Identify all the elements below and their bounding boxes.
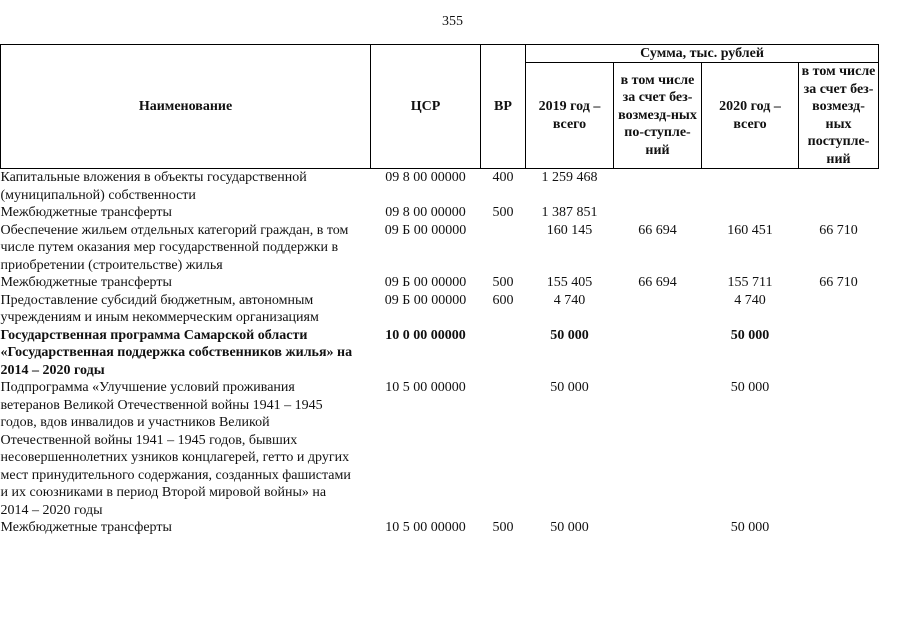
row-2019-grants bbox=[614, 327, 702, 380]
row-name: Государственная программа Самарской области «Государственная поддержка собственников жилья» на 2014 – 2020 годы bbox=[0, 327, 353, 378]
row-2019-total: 160 145 bbox=[546, 222, 593, 238]
row-2019-total: 4 740 bbox=[553, 292, 586, 308]
row-2020-grants: 66 710 bbox=[819, 275, 858, 290]
table-header bbox=[1, 45, 879, 169]
header-name: Наименование bbox=[1, 45, 371, 169]
row-name: Подпрограмма «Улучшение условий проживания ветеранов Великой Отечественной войны 1941 – 1945 годов, вдов инвалидов и участников Великой Отечественной войны 1941 – 1945 годов, бывших несовершеннолетних узников концлагерей, гетто и других мест принудительного содержания, созданных фашистами и их союзниками в период Второй мировой войны» на 2014 – 2020 годы bbox=[0, 380, 351, 518]
table-row bbox=[1, 222, 879, 275]
row-2020-total bbox=[702, 204, 799, 222]
row-2020-total: 50 000 bbox=[730, 520, 770, 535]
row-name: Межбюджетные трансферты bbox=[0, 520, 172, 535]
row-vr: 600 bbox=[492, 292, 514, 308]
header-2020-total: 2020 год – всего bbox=[702, 63, 799, 169]
row-2020-grants bbox=[799, 204, 879, 222]
header-2019-grants: в том числе за счет без-возмезд-ных по-ступле-ний bbox=[614, 63, 702, 169]
table-row bbox=[1, 519, 879, 537]
row-2020-grants bbox=[799, 169, 879, 205]
row-csr: 10 5 00 00000 bbox=[385, 380, 466, 395]
row-csr: 10 5 00 00000 bbox=[385, 520, 466, 535]
row-2019-total: 1 259 468 bbox=[541, 170, 598, 185]
row-vr: 400 bbox=[492, 170, 514, 185]
row-vr: 500 bbox=[492, 275, 514, 290]
row-csr: 09 8 00 00000 bbox=[385, 205, 466, 220]
row-vr: 500 bbox=[492, 520, 514, 535]
row-2019-total: 50 000 bbox=[550, 327, 589, 343]
row-csr: 10 0 00 00000 bbox=[385, 327, 466, 343]
row-2019-grants bbox=[614, 292, 702, 327]
row-2019-grants bbox=[614, 204, 702, 222]
table-row bbox=[1, 292, 879, 327]
row-vr bbox=[481, 327, 526, 380]
table-row bbox=[1, 379, 879, 519]
row-name: Межбюджетные трансферты bbox=[0, 205, 172, 220]
header-csr: ЦСР bbox=[371, 45, 481, 169]
row-2019-grants bbox=[614, 379, 702, 519]
row-2020-total: 50 000 bbox=[730, 327, 770, 343]
row-2019-total: 155 405 bbox=[546, 275, 593, 290]
table-body bbox=[1, 169, 879, 537]
table-row bbox=[1, 274, 879, 292]
header-sum: Сумма, тыс. рублей bbox=[526, 45, 879, 63]
row-vr bbox=[481, 379, 526, 519]
row-2020-grants: 66 710 bbox=[819, 222, 858, 238]
row-vr bbox=[481, 222, 526, 275]
row-2019-grants bbox=[614, 169, 702, 205]
row-2019-total: 50 000 bbox=[550, 520, 589, 535]
row-2019-total: 50 000 bbox=[550, 380, 589, 395]
row-2020-total: 50 000 bbox=[730, 380, 770, 395]
row-2020-grants bbox=[799, 519, 879, 537]
row-name: Межбюджетные трансферты bbox=[0, 275, 172, 290]
table-row bbox=[1, 169, 879, 205]
table-row bbox=[1, 327, 879, 380]
row-2019-grants bbox=[614, 519, 702, 537]
row-csr: 09 Б 00 00000 bbox=[384, 222, 467, 238]
row-name: Предоставление субсидий бюджетным, автономным учреждениям и иным некоммерческим организациям bbox=[0, 292, 319, 325]
row-2019-grants: 66 694 bbox=[638, 275, 677, 290]
row-vr: 500 bbox=[492, 205, 514, 220]
row-2019-grants: 66 694 bbox=[638, 222, 677, 238]
header-vr: ВР bbox=[481, 45, 526, 169]
row-name: Обеспечение жильем отдельных категорий граждан, в том числе путем оказания мер государственной поддержки в приобретении (строительстве) жилья bbox=[0, 222, 349, 273]
row-csr: 09 8 00 00000 bbox=[385, 170, 466, 185]
row-2020-total bbox=[702, 169, 799, 205]
page-number: 355 bbox=[442, 14, 463, 29]
row-name: Капитальные вложения в объекты государственной (муниципальной) собственности bbox=[0, 170, 307, 203]
row-2019-total: 1 387 851 bbox=[541, 205, 598, 220]
row-2020-grants bbox=[799, 292, 879, 327]
row-2020-total: 155 711 bbox=[727, 275, 773, 290]
row-2020-grants bbox=[799, 379, 879, 519]
row-2020-grants bbox=[799, 327, 879, 380]
row-csr: 09 Б 00 00000 bbox=[384, 292, 467, 308]
budget-table bbox=[0, 44, 879, 537]
row-2020-total: 4 740 bbox=[734, 292, 766, 308]
header-2020-grants: в том числе за счет без-возмезд-ных поступле-ний bbox=[799, 63, 879, 169]
row-2020-total: 160 451 bbox=[727, 222, 773, 238]
header-2019-total: 2019 год – всего bbox=[526, 63, 614, 169]
table-row bbox=[1, 204, 879, 222]
row-csr: 09 Б 00 00000 bbox=[384, 275, 467, 290]
